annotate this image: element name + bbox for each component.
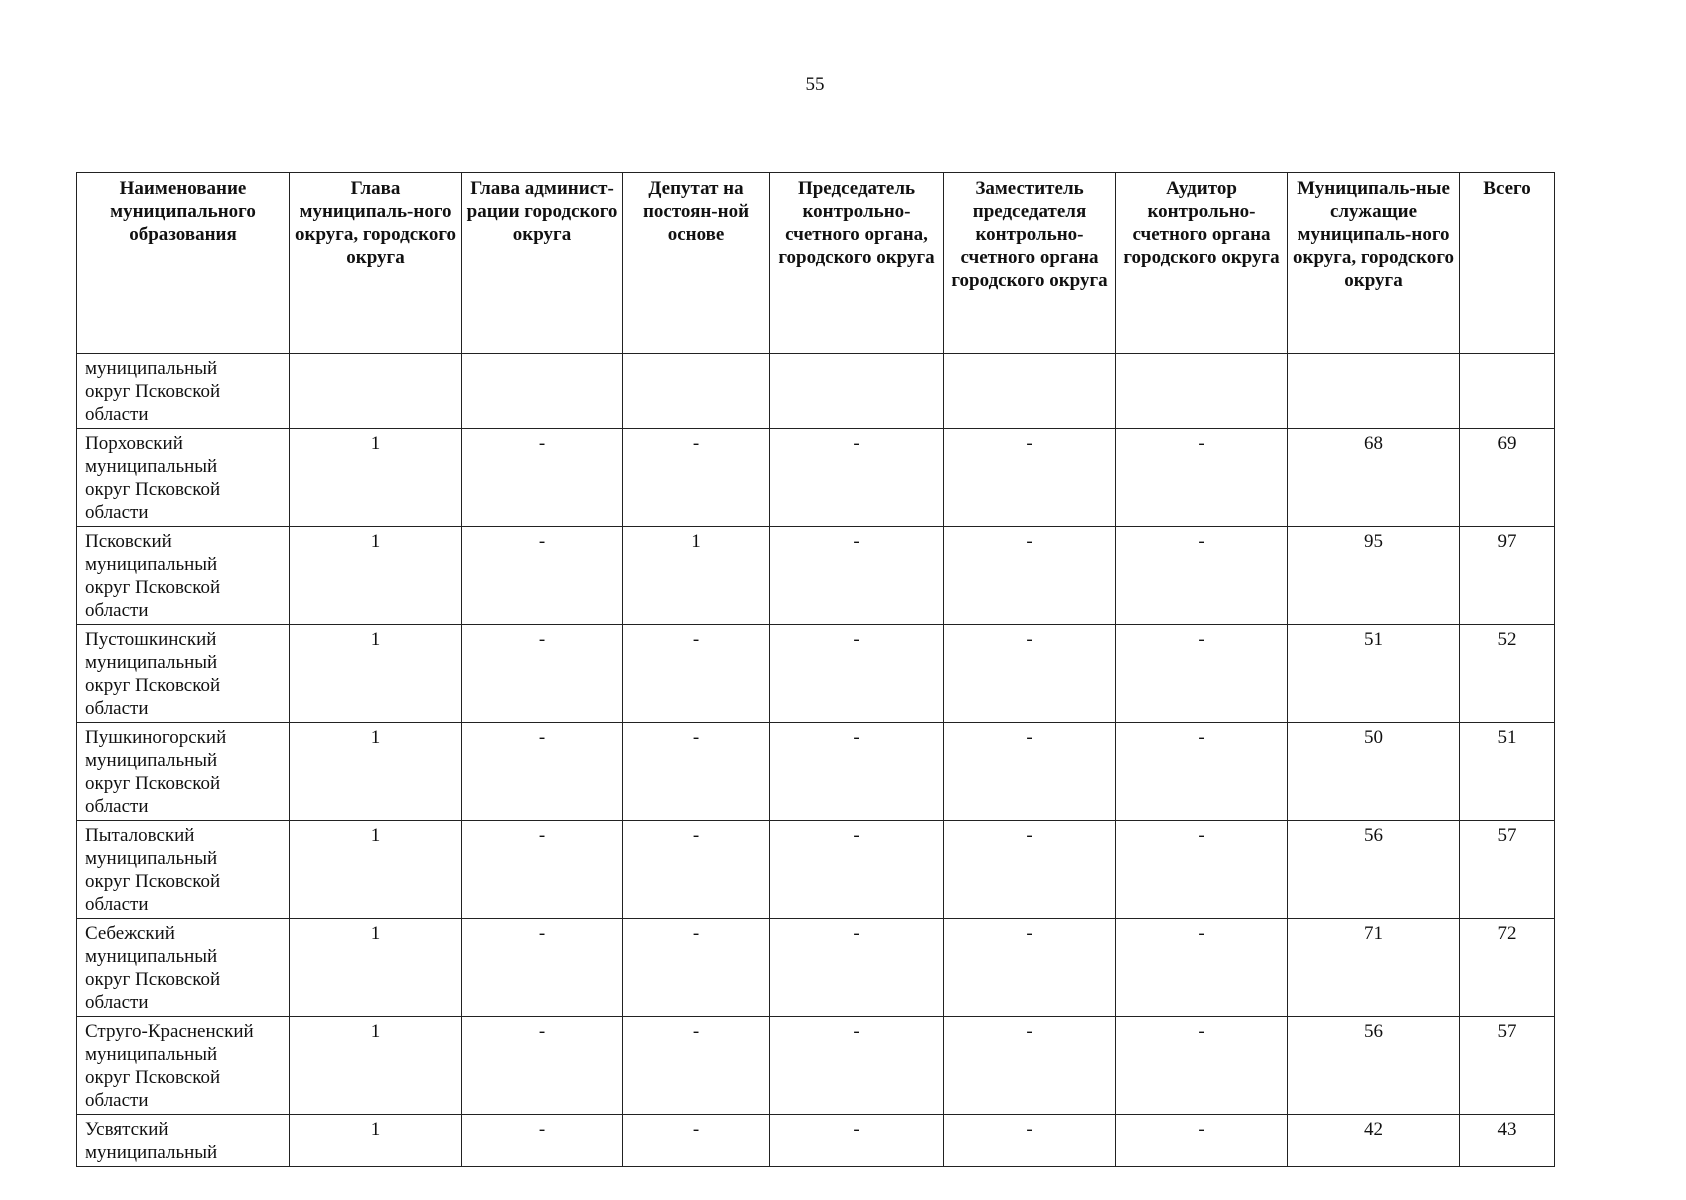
table-cell: 71 [1288,919,1460,1017]
municipality-name-line: Пушкиногорский [85,727,227,748]
municipality-name-line: муниципальный [85,652,218,673]
municipality-name-line: Усвятский [85,1119,169,1140]
header-cell-auditor: Аудитор контрольно-счетного органа городского округа [1116,173,1288,354]
cell-municipality-name [77,527,290,625]
table-cell: 1 [290,1017,462,1115]
table-cell: - [462,723,623,821]
table-cell: 42 [1288,1115,1460,1167]
table-cell: 1 [290,723,462,821]
table-cell: - [770,625,944,723]
cell-municipality-name [77,821,290,919]
table-cell: 1 [290,821,462,919]
table-cell: 56 [1288,1017,1460,1115]
table-cell [623,354,770,429]
municipality-name-line: муниципальный [85,1142,218,1163]
municipality-name-line: муниципальный [85,946,218,967]
municipality-name-line: муниципальный [85,750,218,771]
municipality-name-line: округ Псковской [85,577,221,598]
cell-municipality-name [77,919,290,1017]
table-cell: 95 [1288,527,1460,625]
header-cell-municipal-employees: Муниципаль-ные служащие муниципаль-ного округа, городского округа [1288,173,1460,354]
table-cell: - [944,527,1116,625]
table-cell: 1 [623,527,770,625]
table-header [77,173,1555,354]
municipality-name-line: округ Псковской [85,381,221,402]
table-row [77,919,1555,1017]
municipality-name-line: области [85,992,149,1013]
table-cell: - [1116,527,1288,625]
municipality-name-line: области [85,894,149,915]
municipality-name-line: муниципальный [85,456,218,477]
header-cell-head-of-district: Глава муниципаль-ного округа, городского округа [290,173,462,354]
cell-municipality-name [77,429,290,527]
table-cell: 97 [1460,527,1555,625]
table-cell: 43 [1460,1115,1555,1167]
municipality-name-line: муниципальный [85,1044,218,1065]
municipality-name-line: Пустошкинский [85,629,217,650]
municipality-name-line: Псковский [85,531,172,552]
table-cell: - [623,821,770,919]
table-body [77,354,1555,1167]
table-cell: - [1116,429,1288,527]
table-cell: 1 [290,527,462,625]
cell-municipality-name [77,1017,290,1115]
table-cell: - [462,429,623,527]
municipality-name-line: округ Псковской [85,675,221,696]
table-cell: 51 [1288,625,1460,723]
table-cell: 68 [1288,429,1460,527]
table-cell: - [462,1017,623,1115]
header-cell-audit-chairman: Председатель контрольно-счетного органа, городского округа [770,173,944,354]
municipality-name-line: округ Псковской [85,1067,221,1088]
table-row [77,429,1555,527]
cell-municipality-name [77,354,290,429]
table-row [77,527,1555,625]
table-cell [290,354,462,429]
cell-municipality-name [77,625,290,723]
table-cell: 1 [290,1115,462,1167]
municipality-name-line: области [85,796,149,817]
municipality-name-line: области [85,502,149,523]
header-cell-total: Всего [1460,173,1555,354]
header-cell-name: Наименование муниципального образования [77,173,290,354]
table-cell: - [770,1115,944,1167]
table-row [77,1017,1555,1115]
table-cell: - [623,723,770,821]
table-cell: - [462,919,623,1017]
table-cell: 1 [290,429,462,527]
municipality-name-line: округ Псковской [85,773,221,794]
table-row [77,1115,1555,1167]
table-cell: 50 [1288,723,1460,821]
header-cell-head-of-administration: Глава админист-рации городского округа [462,173,623,354]
table-cell: - [770,723,944,821]
table-cell: - [623,429,770,527]
table-cell: - [770,821,944,919]
staff-table [76,172,1555,1167]
header-cell-deputy: Депутат на постоян-ной основе [623,173,770,354]
table-cell [1460,354,1555,429]
table-row [77,354,1555,429]
table-cell: 1 [290,625,462,723]
table-cell: 52 [1460,625,1555,723]
table-cell: - [944,1017,1116,1115]
table-cell: - [944,821,1116,919]
municipality-name-line: муниципальный [85,358,218,379]
table-cell: - [1116,625,1288,723]
table-cell: - [770,429,944,527]
municipality-name-line: округ Псковской [85,479,221,500]
header-cell-audit-deputy-chairman: Заместитель председателя контрольно-счетного органа городского округа [944,173,1116,354]
table-cell: - [1116,1017,1288,1115]
table-cell: 69 [1460,429,1555,527]
table-cell: 1 [290,919,462,1017]
municipality-name-line: округ Псковской [85,969,221,990]
table-row [77,821,1555,919]
municipality-name-line: Себежский [85,923,175,944]
table-cell: 51 [1460,723,1555,821]
cell-municipality-name [77,1115,290,1167]
table-cell: 57 [1460,821,1555,919]
header-row [77,173,1555,354]
table-cell: - [462,625,623,723]
table-cell: - [944,625,1116,723]
table-cell [1116,354,1288,429]
municipality-name-line: округ Псковской [85,871,221,892]
table-row [77,625,1555,723]
municipality-name-line: Пыталовский [85,825,195,846]
table-cell: - [1116,821,1288,919]
municipality-name-line: области [85,404,149,425]
table-cell: - [944,1115,1116,1167]
municipality-name-line: Порховский [85,433,183,454]
municipality-name-line: муниципальный [85,848,218,869]
table-cell: - [623,919,770,1017]
table-cell: - [770,1017,944,1115]
table-cell: - [1116,1115,1288,1167]
table-cell: 57 [1460,1017,1555,1115]
table-cell: 72 [1460,919,1555,1017]
table-cell [944,354,1116,429]
table-cell: - [944,723,1116,821]
table-cell: - [1116,723,1288,821]
table-cell: - [623,625,770,723]
table-cell [1288,354,1460,429]
table-cell: - [462,821,623,919]
table-cell: - [462,527,623,625]
table-cell: - [1116,919,1288,1017]
table-cell [770,354,944,429]
municipality-name-line: области [85,600,149,621]
table-cell: - [623,1115,770,1167]
table-cell: - [623,1017,770,1115]
cell-municipality-name [77,723,290,821]
table-cell: - [770,919,944,1017]
page-number: 55 [805,74,825,95]
table-cell: 56 [1288,821,1460,919]
table-cell [462,354,623,429]
table-cell: - [770,527,944,625]
municipality-name-line: муниципальный [85,554,218,575]
municipality-name-line: области [85,1090,149,1111]
table-cell: - [462,1115,623,1167]
table-row [77,723,1555,821]
table-cell: - [944,429,1116,527]
table-cell: - [944,919,1116,1017]
municipality-name-line: области [85,698,149,719]
municipality-name-line: Струго-Красненский [85,1021,254,1042]
